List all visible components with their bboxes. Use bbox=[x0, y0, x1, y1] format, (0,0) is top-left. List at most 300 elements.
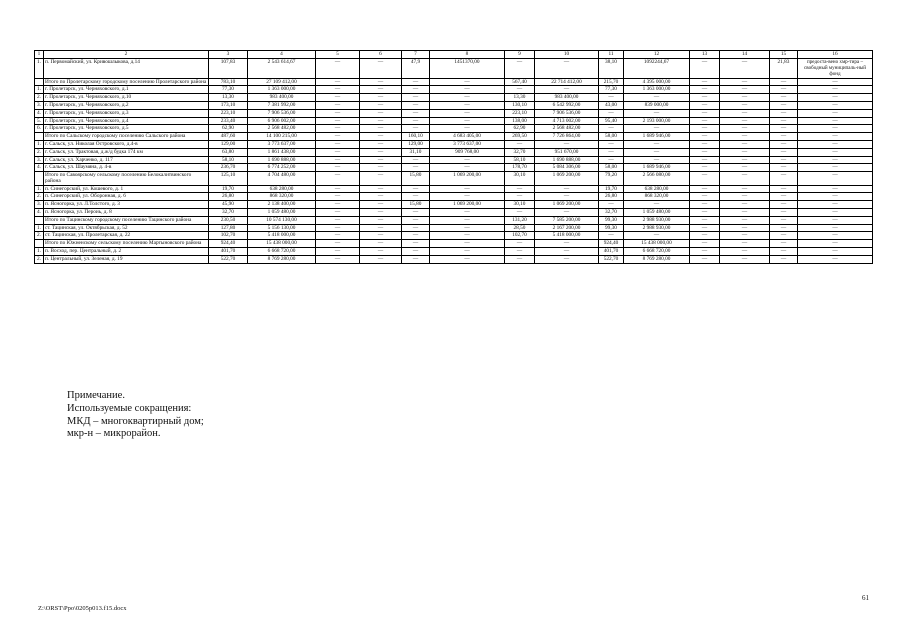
table-cell: — bbox=[402, 248, 430, 256]
table-cell: 45,90 bbox=[209, 201, 248, 209]
table-cell: 58,10 bbox=[209, 156, 248, 164]
table-cell: — bbox=[690, 224, 720, 232]
table-cell: — bbox=[798, 209, 873, 217]
table-cell: 160,10 bbox=[402, 133, 430, 141]
table-cell: — bbox=[360, 148, 402, 156]
table-cell: — bbox=[430, 248, 505, 256]
table-cell: — bbox=[535, 58, 599, 78]
table-cell: — bbox=[599, 156, 624, 164]
table-cell: — bbox=[402, 86, 430, 94]
table-cell: 7 585 200,00 bbox=[535, 216, 599, 224]
table-cell: — bbox=[599, 232, 624, 240]
table-cell: — bbox=[690, 117, 720, 125]
table-cell: 14 100 215,00 bbox=[248, 133, 316, 141]
table-cell: — bbox=[690, 201, 720, 209]
table-cell: — bbox=[316, 156, 360, 164]
table-cell: 1 690 888,00 bbox=[535, 156, 599, 164]
table-row bbox=[35, 125, 873, 133]
table-cell: — bbox=[720, 209, 770, 217]
table-cell: — bbox=[690, 133, 720, 141]
table-cell: 401,70 bbox=[209, 248, 248, 256]
table-cell: 522,70 bbox=[599, 255, 624, 263]
table-cell: — bbox=[360, 224, 402, 232]
table-subtotal-row bbox=[35, 172, 873, 185]
table-cell: — bbox=[360, 117, 402, 125]
table-cell: — bbox=[690, 148, 720, 156]
table-cell: — bbox=[770, 125, 798, 133]
table-cell: 19,70 bbox=[599, 185, 624, 193]
table-cell: — bbox=[690, 193, 720, 201]
table-cell: 638 280,00 bbox=[248, 185, 316, 193]
table-cell: 1. bbox=[35, 248, 44, 256]
table-header-cell: 6 bbox=[360, 51, 402, 59]
table-cell: — bbox=[316, 164, 360, 172]
table-cell: 129,00 bbox=[209, 141, 248, 149]
table-cell: — bbox=[402, 102, 430, 110]
table-row bbox=[35, 164, 873, 172]
table-cell: — bbox=[624, 109, 690, 117]
table-cell: — bbox=[316, 216, 360, 224]
table-cell: 129,00 bbox=[402, 141, 430, 149]
table-cell: 30,10 bbox=[505, 201, 535, 209]
table-cell: — bbox=[770, 133, 798, 141]
table-cell: 58,00 bbox=[599, 133, 624, 141]
table-cell: — bbox=[430, 164, 505, 172]
table-cell: 77,30 bbox=[209, 86, 248, 94]
table-cell: — bbox=[316, 148, 360, 156]
table-cell: — bbox=[798, 255, 873, 263]
table-cell: 1092244,67 bbox=[624, 58, 690, 78]
table-cell: 31,10 bbox=[402, 148, 430, 156]
table-cell: — bbox=[720, 78, 770, 86]
table-cell: — bbox=[360, 201, 402, 209]
table-cell: — bbox=[316, 86, 360, 94]
table-cell: — bbox=[770, 193, 798, 201]
table-cell: — bbox=[798, 102, 873, 110]
table-cell: — bbox=[720, 117, 770, 125]
table-header-cell: 16 bbox=[798, 51, 873, 59]
table-cell: 223,10 bbox=[209, 109, 248, 117]
table-cell: — bbox=[770, 172, 798, 185]
table-cell: — bbox=[402, 224, 430, 232]
table-cell: — bbox=[720, 102, 770, 110]
table-cell: — bbox=[360, 232, 402, 240]
table-cell: — bbox=[360, 125, 402, 133]
table-cell: 7 381 992,00 bbox=[248, 102, 316, 110]
table-cell: ст. Тацинская, ул. Октябрьская, д. 52 bbox=[44, 224, 209, 232]
table-cell: г. Сальск, ул. Трактовая, д.ж/д будка 174 км bbox=[44, 148, 209, 156]
table-header-cell: 2 bbox=[44, 51, 209, 59]
table-cell: 487,60 bbox=[209, 133, 248, 141]
table-cell: г. Пролетарск, ул. Черняховского, д.1 bbox=[44, 86, 209, 94]
table-cell: 909 768,00 bbox=[430, 148, 505, 156]
table-cell: — bbox=[798, 78, 873, 86]
table-cell: 5 156 130,00 bbox=[248, 224, 316, 232]
table-cell: 173,10 bbox=[209, 102, 248, 110]
table-cell: — bbox=[770, 148, 798, 156]
table-cell: — bbox=[360, 94, 402, 102]
table-cell bbox=[35, 172, 44, 185]
table-cell: Итого по Южненскому сельскому поселению Мартыновского района bbox=[44, 240, 209, 248]
table-cell: — bbox=[770, 232, 798, 240]
table-cell: — bbox=[690, 78, 720, 86]
table-cell: п. Восход, пер. Центральный, д. 2 bbox=[44, 248, 209, 256]
table-cell: 2 568 482,00 bbox=[535, 125, 599, 133]
table-cell: — bbox=[316, 78, 360, 86]
table-row bbox=[35, 232, 873, 240]
table-cell: — bbox=[599, 125, 624, 133]
table-cell: 1 069 200,00 bbox=[535, 201, 599, 209]
table-cell: — bbox=[360, 209, 402, 217]
notes-abbreviation-mkd: МКД – многоквартирный дом; bbox=[67, 415, 204, 427]
table-cell: — bbox=[430, 216, 505, 224]
table-cell bbox=[35, 216, 44, 224]
table-cell: — bbox=[505, 248, 535, 256]
table-cell: — bbox=[430, 240, 505, 248]
table-cell: 1. bbox=[35, 185, 44, 193]
table-cell: — bbox=[316, 232, 360, 240]
table-cell: — bbox=[720, 232, 770, 240]
table-row bbox=[35, 156, 873, 164]
table-cell: 2 566 080,00 bbox=[624, 172, 690, 185]
table-cell: — bbox=[690, 255, 720, 263]
table-cell: 13,30 bbox=[209, 94, 248, 102]
table-cell: — bbox=[402, 156, 430, 164]
table-cell: — bbox=[770, 86, 798, 94]
table-cell: 4. bbox=[35, 109, 44, 117]
table-cell: 233,40 bbox=[209, 117, 248, 125]
table-header-cell: 8 bbox=[430, 51, 505, 59]
table-cell: — bbox=[430, 86, 505, 94]
table-cell: 2. bbox=[35, 255, 44, 263]
table-cell: — bbox=[720, 224, 770, 232]
table-cell: — bbox=[770, 141, 798, 149]
table-cell: — bbox=[430, 255, 505, 263]
table-cell: — bbox=[402, 109, 430, 117]
table-cell: — bbox=[624, 232, 690, 240]
table-cell: 868 320,00 bbox=[624, 193, 690, 201]
table-cell: — bbox=[535, 86, 599, 94]
table-cell: 58,10 bbox=[505, 156, 535, 164]
table-cell: — bbox=[360, 58, 402, 78]
table-cell: 4 713 002,00 bbox=[535, 117, 599, 125]
table-cell: 62,90 bbox=[209, 125, 248, 133]
table-cell: — bbox=[690, 172, 720, 185]
table-cell: — bbox=[360, 240, 402, 248]
table-cell: — bbox=[720, 141, 770, 149]
table-cell: — bbox=[720, 133, 770, 141]
table-cell: — bbox=[798, 141, 873, 149]
table-cell: 269,50 bbox=[505, 133, 535, 141]
table-cell: — bbox=[402, 255, 430, 263]
table-cell: — bbox=[599, 141, 624, 149]
table-cell: — bbox=[770, 117, 798, 125]
table-cell: — bbox=[770, 255, 798, 263]
table-cell: — bbox=[798, 148, 873, 156]
table-cell: 951 670,00 bbox=[535, 148, 599, 156]
table-cell: 2 193 000,00 bbox=[624, 117, 690, 125]
table-cell: — bbox=[360, 248, 402, 256]
table-cell bbox=[35, 240, 44, 248]
table-cell: — bbox=[770, 248, 798, 256]
table-cell: 5 084 306,00 bbox=[535, 164, 599, 172]
table-cell: 1 069 200,00 bbox=[430, 201, 505, 209]
table-cell: — bbox=[770, 201, 798, 209]
table-cell: — bbox=[316, 117, 360, 125]
table-subtotal-row bbox=[35, 240, 873, 248]
table-header-cell: 12 bbox=[624, 51, 690, 59]
table-row bbox=[35, 148, 873, 156]
table-cell: 79,20 bbox=[599, 172, 624, 185]
table-cell: — bbox=[360, 172, 402, 185]
table-cell: — bbox=[599, 94, 624, 102]
table-cell: — bbox=[402, 125, 430, 133]
table-cell: 10 574 130,00 bbox=[248, 216, 316, 224]
table-cell: — bbox=[402, 209, 430, 217]
table-cell: — bbox=[770, 224, 798, 232]
table-cell: — bbox=[798, 94, 873, 102]
table-cell: — bbox=[770, 102, 798, 110]
table-cell: — bbox=[316, 102, 360, 110]
table-cell: 2 138 400,00 bbox=[248, 201, 316, 209]
table-cell: — bbox=[690, 209, 720, 217]
table-cell: г. Сальск, ул. Харченко, д. 117 bbox=[44, 156, 209, 164]
table-cell: — bbox=[430, 209, 505, 217]
table-cell: 99,30 bbox=[599, 224, 624, 232]
table-cell: 783,10 bbox=[209, 78, 248, 86]
table-cell: — bbox=[798, 117, 873, 125]
table-cell: 102,70 bbox=[505, 232, 535, 240]
table-cell: 638 280,00 bbox=[624, 185, 690, 193]
table-cell: 1. bbox=[35, 58, 44, 78]
table-cell: — bbox=[599, 148, 624, 156]
table-cell: — bbox=[690, 164, 720, 172]
table-cell: — bbox=[430, 125, 505, 133]
table-cell: — bbox=[690, 125, 720, 133]
table-row bbox=[35, 209, 873, 217]
table-cell: — bbox=[720, 240, 770, 248]
table-cell: 1 363 000,00 bbox=[248, 86, 316, 94]
table-cell bbox=[35, 78, 44, 86]
table-cell: п. Синегорский, ул. Кошевого, д. 1 bbox=[44, 185, 209, 193]
table-cell: — bbox=[402, 240, 430, 248]
table-cell: г. Пролетарск, ул. Черняховского, д.2 bbox=[44, 102, 209, 110]
table-cell: — bbox=[720, 148, 770, 156]
table-cell: — bbox=[690, 109, 720, 117]
table-cell: — bbox=[770, 94, 798, 102]
table-cell: 4 683 405,00 bbox=[430, 133, 505, 141]
table-cell: 1 861 438,00 bbox=[248, 148, 316, 156]
table-subtotal-row bbox=[35, 78, 873, 86]
table-cell: 1451370,00 bbox=[430, 58, 505, 78]
table-cell: 22 714 412,00 bbox=[535, 78, 599, 86]
table-cell: 839 000,00 bbox=[624, 102, 690, 110]
table-row bbox=[35, 193, 873, 201]
table-cell: 63,80 bbox=[209, 148, 248, 156]
table-header-cell: 1 bbox=[35, 51, 44, 59]
table-cell: Итого по Тацинскому городскому поселению Тацинского района bbox=[44, 216, 209, 224]
table-cell: 27 109 412,00 bbox=[248, 78, 316, 86]
table-cell: — bbox=[624, 94, 690, 102]
table-cell: — bbox=[430, 109, 505, 117]
table-cell: 5 418 000,00 bbox=[535, 232, 599, 240]
table-cell: 8 769 280,00 bbox=[624, 255, 690, 263]
table-cell: — bbox=[505, 240, 535, 248]
table-cell: — bbox=[720, 201, 770, 209]
table-cell: г. Пролетарск, ул. Черняховского, д.3 bbox=[44, 109, 209, 117]
table-cell: 6 668 720,00 bbox=[248, 248, 316, 256]
table-cell: 28,50 bbox=[505, 224, 535, 232]
table-cell: 32,70 bbox=[505, 148, 535, 156]
table-cell: — bbox=[798, 156, 873, 164]
table-cell: — bbox=[720, 255, 770, 263]
table-row bbox=[35, 94, 873, 102]
table-cell: — bbox=[402, 185, 430, 193]
table-cell: 236,70 bbox=[209, 164, 248, 172]
table-cell: 26,80 bbox=[209, 193, 248, 201]
table-cell: 127,80 bbox=[209, 224, 248, 232]
table-cell: 3 773 637,00 bbox=[248, 141, 316, 149]
table-cell: Итого по Савоярскому сельскому поселению Белокалитвинского района bbox=[44, 172, 209, 185]
table-cell: п. Первомайский, ул. Кривошлыкова, д.14 bbox=[44, 58, 209, 78]
table-cell: — bbox=[798, 224, 873, 232]
table-cell: — bbox=[316, 240, 360, 248]
table-cell: 7 726 864,00 bbox=[535, 133, 599, 141]
table-cell: — bbox=[360, 78, 402, 86]
table-cell: — bbox=[360, 86, 402, 94]
table-cell: 3. bbox=[35, 201, 44, 209]
table-cell: 8 769 280,00 bbox=[248, 255, 316, 263]
table-cell: — bbox=[720, 94, 770, 102]
table-cell: 38,10 bbox=[599, 58, 624, 78]
table-cell: — bbox=[770, 185, 798, 193]
table-cell: 1 689 946,00 bbox=[624, 164, 690, 172]
table-cell: — bbox=[720, 172, 770, 185]
table-cell: 58,00 bbox=[599, 164, 624, 172]
table-row bbox=[35, 58, 873, 78]
table-cell: 13,30 bbox=[505, 94, 535, 102]
table-cell: 567,40 bbox=[505, 78, 535, 86]
table-cell: 6 668 720,00 bbox=[624, 248, 690, 256]
table-cell: — bbox=[360, 164, 402, 172]
table-cell: — bbox=[690, 232, 720, 240]
table-cell: — bbox=[505, 141, 535, 149]
table-cell: 4. bbox=[35, 164, 44, 172]
table-cell: — bbox=[624, 156, 690, 164]
table-cell: — bbox=[316, 201, 360, 209]
table-cell: — bbox=[798, 109, 873, 117]
table-cell: — bbox=[430, 224, 505, 232]
table-cell: — bbox=[770, 78, 798, 86]
table-cell: — bbox=[360, 193, 402, 201]
table-cell: — bbox=[316, 133, 360, 141]
table-subtotal-row bbox=[35, 133, 873, 141]
table-cell: — bbox=[720, 216, 770, 224]
table-cell: — bbox=[535, 240, 599, 248]
table-cell: — bbox=[430, 78, 505, 86]
table-cell: — bbox=[402, 232, 430, 240]
table-cell: 5 418 000,00 bbox=[248, 232, 316, 240]
table-cell: — bbox=[798, 185, 873, 193]
table-cell: 95,40 bbox=[599, 117, 624, 125]
table-cell: 1 689 946,00 bbox=[624, 133, 690, 141]
table-cell: — bbox=[360, 102, 402, 110]
table-cell: 43,00 bbox=[599, 102, 624, 110]
table-cell: — bbox=[505, 86, 535, 94]
table-cell: — bbox=[360, 141, 402, 149]
table-cell: 924,40 bbox=[209, 240, 248, 248]
table-cell: 230,50 bbox=[209, 216, 248, 224]
table-header-cell: 4 bbox=[248, 51, 316, 59]
table-cell: — bbox=[535, 248, 599, 256]
table-cell: 924,40 bbox=[599, 240, 624, 248]
table-cell: 4. bbox=[35, 209, 44, 217]
table-cell: 223,10 bbox=[505, 109, 535, 117]
data-table bbox=[34, 50, 873, 264]
file-path: Z:\ORST\Ppo\0205p013.f15.docx bbox=[38, 605, 127, 612]
table-cell: г. Сальск, ул. Шаумяна, д. 4-в bbox=[44, 164, 209, 172]
table-header-row bbox=[35, 51, 873, 59]
table-cell: — bbox=[690, 102, 720, 110]
table-cell: — bbox=[535, 255, 599, 263]
table-cell: — bbox=[624, 148, 690, 156]
table-cell: — bbox=[505, 185, 535, 193]
table-cell: 131,20 bbox=[505, 216, 535, 224]
table-cell: 21,83 bbox=[770, 58, 798, 78]
table-cell: — bbox=[798, 193, 873, 201]
table-cell: 3 773 637,00 bbox=[430, 141, 505, 149]
table-cell: — bbox=[402, 216, 430, 224]
table-cell: — bbox=[316, 185, 360, 193]
table-row bbox=[35, 224, 873, 232]
table-cell: п. Ясногорка, ул. Л.Толстого, д. 3 bbox=[44, 201, 209, 209]
table-cell: — bbox=[770, 109, 798, 117]
table-row bbox=[35, 185, 873, 193]
table-cell: — bbox=[505, 58, 535, 78]
table-cell: 99,30 bbox=[599, 216, 624, 224]
table-cell: — bbox=[316, 109, 360, 117]
notes-abbreviations-heading: Используемые сокращения: bbox=[67, 402, 192, 414]
table-cell: — bbox=[316, 248, 360, 256]
table-cell: — bbox=[690, 141, 720, 149]
table-cell: 6 542 992,00 bbox=[535, 102, 599, 110]
table-cell: — bbox=[430, 117, 505, 125]
table-cell: 2 167 200,00 bbox=[535, 224, 599, 232]
table-cell: — bbox=[720, 164, 770, 172]
table-cell: 32,70 bbox=[209, 209, 248, 217]
table-cell: — bbox=[798, 201, 873, 209]
table-cell: — bbox=[798, 133, 873, 141]
table-cell: 30,10 bbox=[505, 172, 535, 185]
table-cell: — bbox=[599, 109, 624, 117]
table-cell: — bbox=[720, 109, 770, 117]
table-cell: — bbox=[798, 216, 873, 224]
table-row bbox=[35, 255, 873, 263]
table-cell: ст. Тацинская, ул. Пролетарская, д. 22 bbox=[44, 232, 209, 240]
table-cell: 1 069 200,00 bbox=[535, 172, 599, 185]
notes-abbreviation-mkrn: мкр-н – микрорайон. bbox=[67, 428, 161, 440]
table-cell: — bbox=[535, 141, 599, 149]
table-cell: — bbox=[690, 240, 720, 248]
table-cell: г. Сальск, ул. Николая Островского, д.4-в bbox=[44, 141, 209, 149]
table-cell: 6. bbox=[35, 125, 44, 133]
table-header-cell: 7 bbox=[402, 51, 430, 59]
table-header-cell: 15 bbox=[770, 51, 798, 59]
page-number: 61 bbox=[862, 594, 869, 602]
table-cell: 7 906 536,00 bbox=[535, 109, 599, 117]
table-cell: 130,10 bbox=[505, 102, 535, 110]
table-cell: — bbox=[316, 172, 360, 185]
